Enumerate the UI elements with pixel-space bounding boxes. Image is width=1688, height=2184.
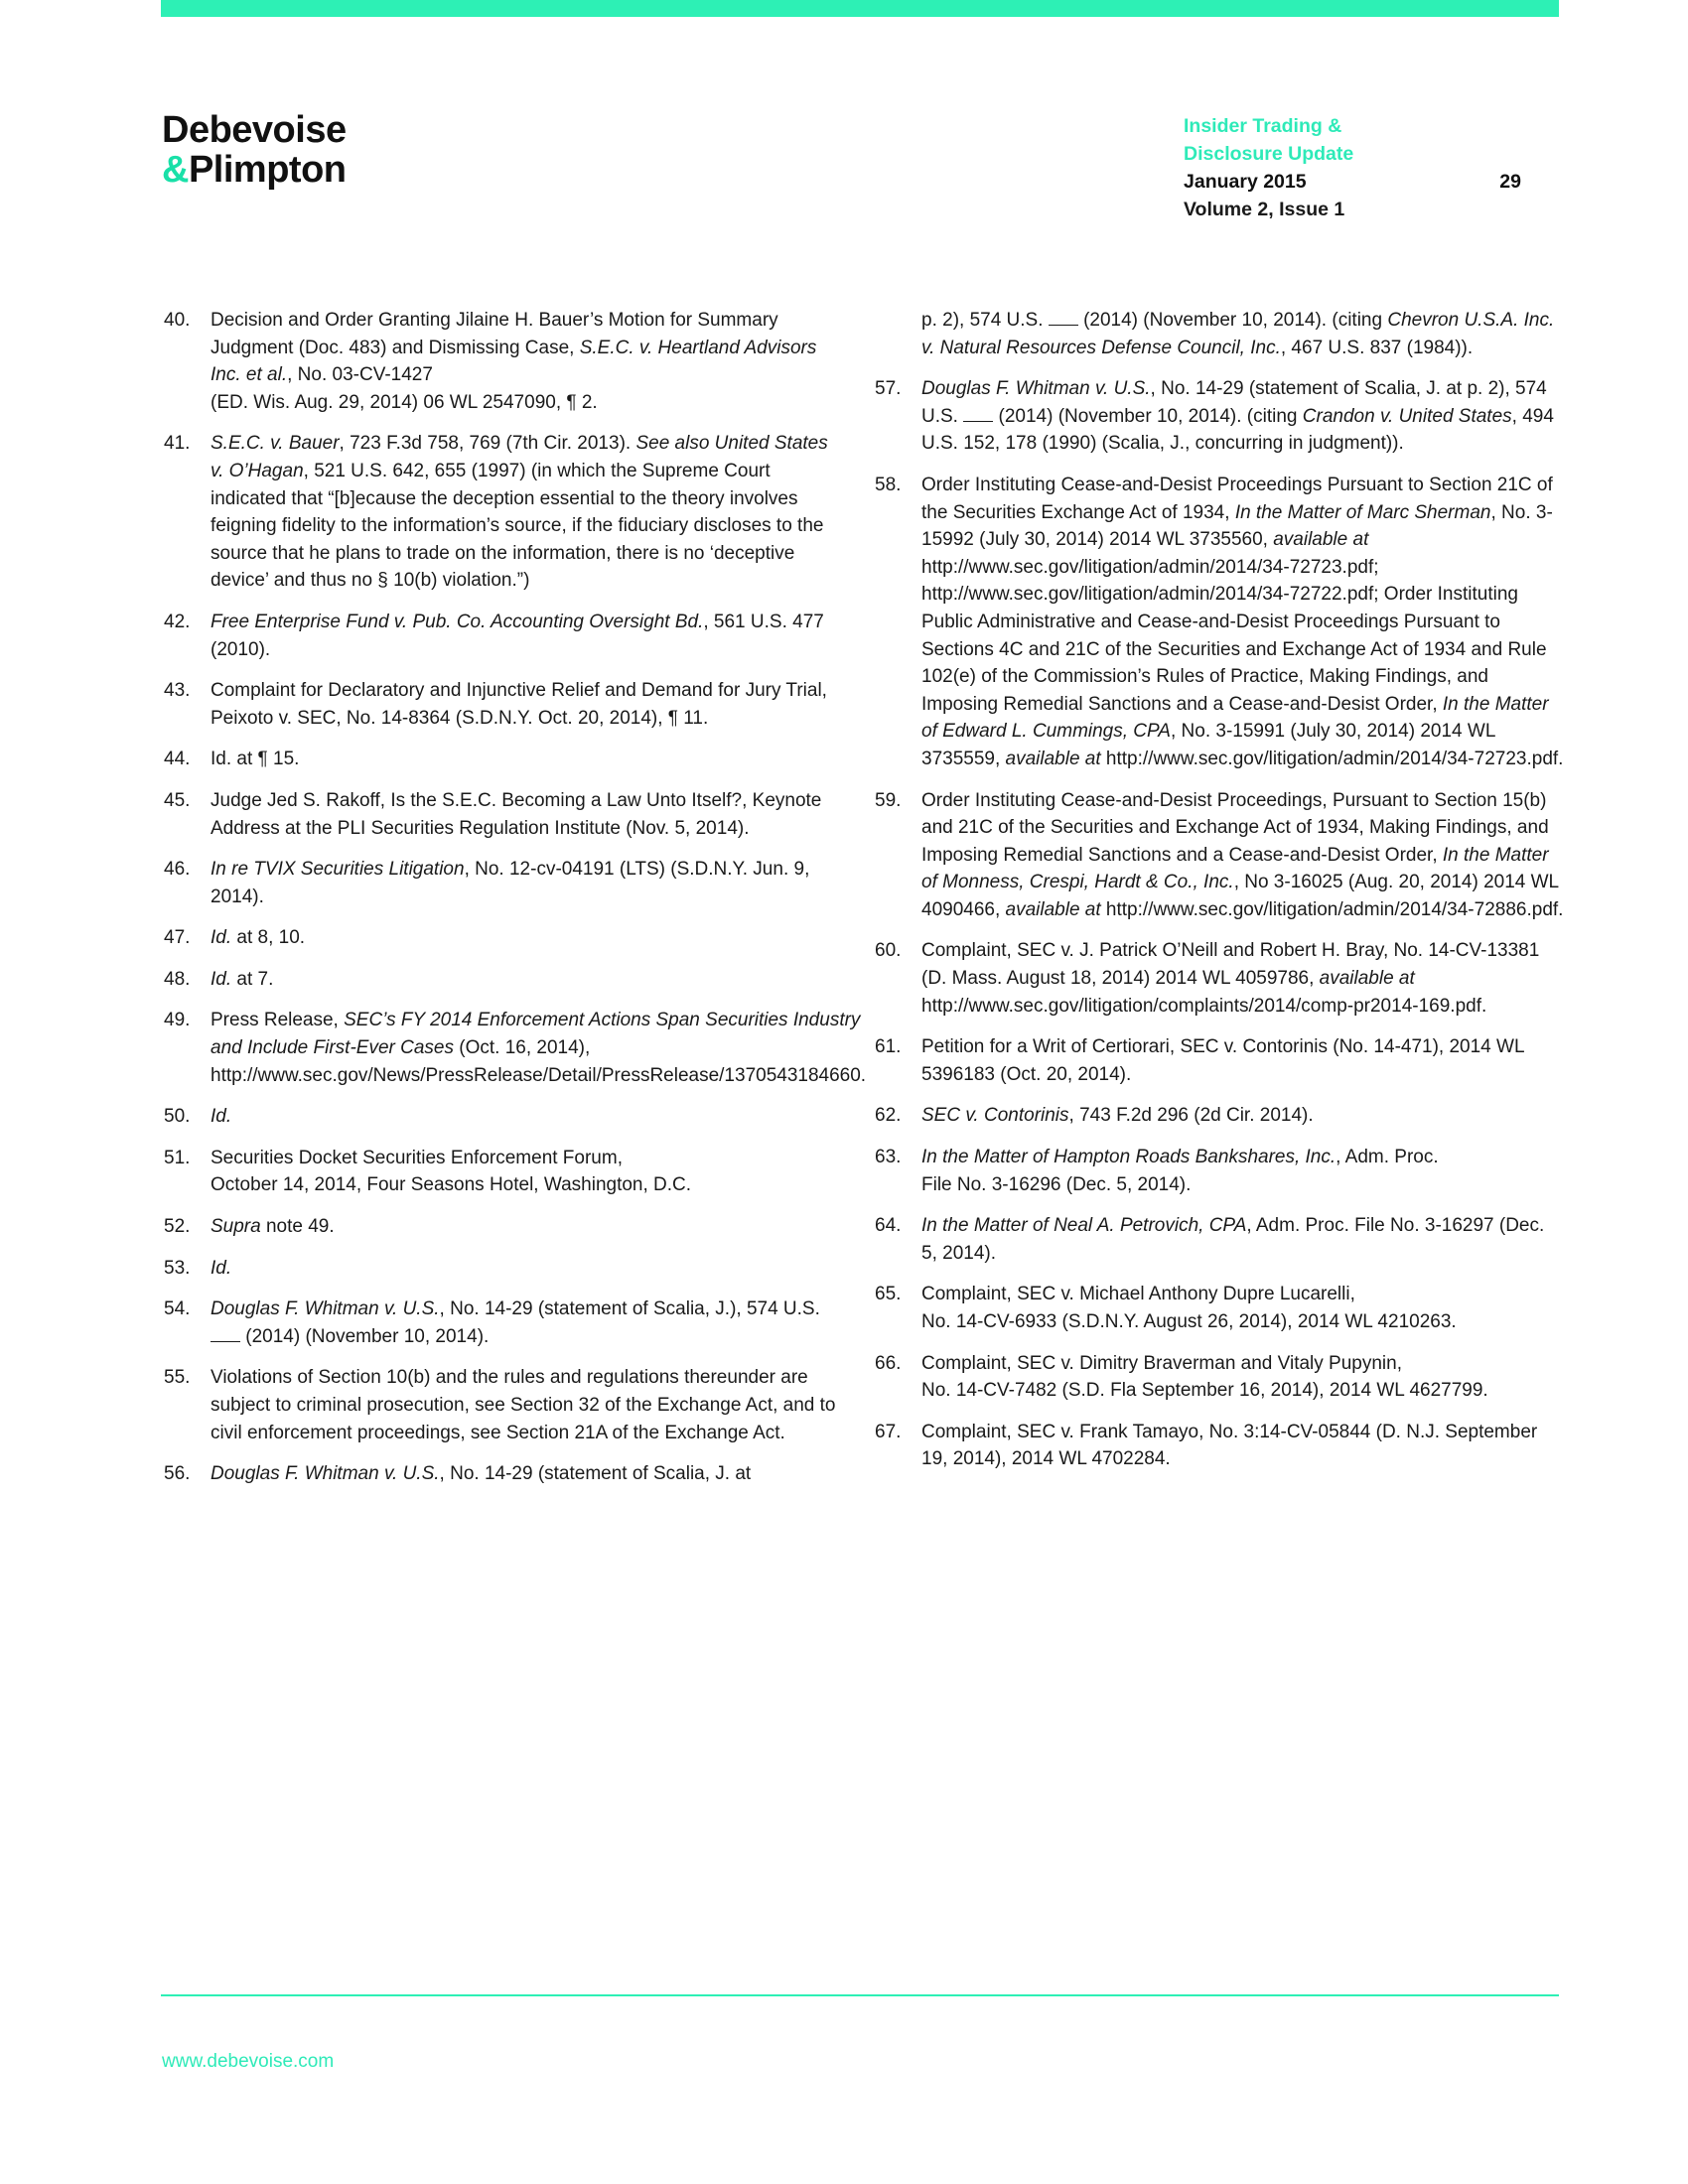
footnote-text: Supra note 49. xyxy=(211,1216,335,1238)
footnote-text: SEC v. Contorinis, 743 F.2d 296 (2d Cir. 2014). xyxy=(921,1105,1314,1127)
footnote-text: Press Release, SEC’s FY 2014 Enforcement Actions Span Securities Industry and Include First-Ever Cases (Oct. 16, 2014), http://www.sec.gov/News/PressRelease/Detail/PressRelease/1370543184660. xyxy=(211,1010,867,1086)
footnote-53 xyxy=(164,1255,844,1283)
top-accent-bar xyxy=(161,0,1559,17)
footnote-44 xyxy=(164,746,844,773)
footnote-number: 45. xyxy=(164,789,191,811)
footnote-number: 63. xyxy=(875,1147,902,1168)
footnote-45 xyxy=(164,787,844,842)
footnote-50 xyxy=(164,1103,844,1131)
date-row xyxy=(1184,168,1521,196)
footnote-text: Complaint, SEC v. J. Patrick O’Neill and Robert H. Bray, No. 14-CV-13381 (D. Mass. August 18, 2014) 2014 WL 4059786, available at http://www.sec.gov/litigation/complaints/2014/comp-pr2014-169.pdf. xyxy=(921,940,1540,1017)
footnote-49 xyxy=(164,1007,867,1089)
footnote-text: Judge Jed S. Rakoff, Is the S.E.C. Becoming a Law Unto Itself?, Keynote Address at the PLI Securities Regulation Institute (Nov. 5, 2014). xyxy=(211,789,822,839)
footnote-text: Securities Docket Securities Enforcement Forum, October 14, 2014, Four Seasons Hotel, Washington, D.C. xyxy=(211,1147,692,1196)
footnote-55 xyxy=(164,1364,844,1446)
footnote-text: In the Matter of Neal A. Petrovich, CPA, Adm. Proc. File No. 3-16297 (Dec. 5, 2014). xyxy=(921,1215,1545,1264)
footnote-text: Douglas F. Whitman v. U.S., No. 14-29 (statement of Scalia, J. at p. 2), 574 U.S. (2014) (November 10, 2014). (citing Crandon v. United States, 494 U.S. 152, 178 (1990) (Scalia, J., concurring in judgment)). xyxy=(921,378,1554,455)
footnotes-left-column xyxy=(164,307,867,1502)
blank-volume-line xyxy=(211,1327,240,1342)
footnote-number: 56. xyxy=(164,1463,191,1485)
footnote-63 xyxy=(875,1144,1565,1198)
footnote-number: 59. xyxy=(875,789,902,811)
footnote-text: Violations of Section 10(b) and the rules and regulations thereunder are subject to criminal prosecution, see Section 32 of the Exchange Act, and to civil enforcement proceedings, see Section 21A of the Exchange Act. xyxy=(211,1367,836,1443)
footnote-62 xyxy=(875,1102,1565,1130)
footnote-56-continued: p. 2), 574 U.S. (2014) (November 10, 2014). (citing Chevron U.S.A. Inc. v. Natural Resources Defense Council, Inc., 467 U.S. 837 (1984)). xyxy=(921,310,1555,358)
footnote-64 xyxy=(875,1212,1565,1267)
footnote-number: 64. xyxy=(875,1215,902,1237)
issue-date: January 2015 xyxy=(1184,171,1307,193)
footnote-text: Id. xyxy=(211,1106,232,1128)
publication-title-line-1: Insider Trading & xyxy=(1184,115,1342,137)
footnote-41 xyxy=(164,430,844,595)
volume-issue: Volume 2, Issue 1 xyxy=(1184,199,1345,220)
footnote-40 xyxy=(164,307,844,416)
footnote-number: 60. xyxy=(875,940,902,962)
logo-ampersand: & xyxy=(162,149,189,191)
footnote-number: 43. xyxy=(164,680,191,702)
footnote-46 xyxy=(164,856,844,910)
footnote-text: In the Matter of Hampton Roads Bankshares, Inc., Adm. Proc. File No. 3-16296 (Dec. 5, 2014). xyxy=(921,1147,1439,1195)
footnote-text: Complaint, SEC v. Michael Anthony Dupre Lucarelli, No. 14-CV-6933 (S.D.N.Y. August 26, 2014), 2014 WL 4210263. xyxy=(921,1284,1457,1332)
footnote-number: 46. xyxy=(164,859,191,881)
blank-volume-line xyxy=(963,407,993,422)
footnote-text: Complaint, SEC v. Frank Tamayo, No. 3:14-CV-05844 (D. N.J. September 19, 2014), 2014 WL 4702284. xyxy=(921,1421,1538,1470)
footnote-number: 55. xyxy=(164,1367,191,1389)
footnote-51 xyxy=(164,1145,844,1199)
logo-line-2 xyxy=(162,150,347,190)
footnote-text: Id. at ¶ 15. xyxy=(211,749,300,770)
footnote-59 xyxy=(875,787,1565,924)
footnote-number: 52. xyxy=(164,1216,191,1238)
publication-title-line-2: Disclosure Update xyxy=(1184,143,1354,165)
footnote-text: Douglas F. Whitman v. U.S., No. 14-29 (statement of Scalia, J. at xyxy=(211,1463,752,1485)
footnote-66 xyxy=(875,1350,1565,1405)
footnote-number: 42. xyxy=(164,611,191,632)
footnote-54 xyxy=(164,1296,844,1350)
footnote-text: Id. at 8, 10. xyxy=(211,927,306,949)
footnote-text: Douglas F. Whitman v. U.S., No. 14-29 (statement of Scalia, J.), 574 U.S. (2014) (November 10, 2014). xyxy=(211,1298,820,1347)
footnotes-right-column xyxy=(875,307,1565,1487)
footnote-number: 51. xyxy=(164,1147,191,1168)
footnote-text: Complaint, SEC v. Dimitry Braverman and Vitaly Pupynin, No. 14-CV-7482 (S.D. Fla September 16, 2014), 2014 WL 4627799. xyxy=(921,1352,1488,1402)
footnote-text: Order Instituting Cease-and-Desist Proceedings, Pursuant to Section 15(b) and 21C of the Securities and Exchange Act of 1934, Making Findings, and Imposing Remedial Sanctions and a Cease-and-Desist Order, In the Matter of Monness, Crespi, Hardt & Co., Inc., No 3-16025 (Aug. 20, 2014) 2014 WL 4090466, available at http://www.sec.gov/litigation/admin/2014/34-72886.pdf. xyxy=(921,789,1564,920)
blank-volume-line xyxy=(1049,311,1078,326)
footnote-number: 58. xyxy=(875,474,902,495)
footnote-number: 50. xyxy=(164,1106,191,1128)
footnote-57 xyxy=(875,375,1565,458)
footnote-text: Free Enterprise Fund v. Pub. Co. Accounting Oversight Bd., 561 U.S. 477 (2010). xyxy=(211,611,824,660)
footnote-number: 41. xyxy=(164,433,191,455)
debevoise-logo xyxy=(162,110,347,190)
footnote-text: Id. at 7. xyxy=(211,968,274,990)
footnote-number: 44. xyxy=(164,749,191,770)
footnote-text: Complaint for Declaratory and Injunctive Relief and Demand for Jury Trial, Peixoto v. SEC, No. 14-8364 (S.D.N.Y. Oct. 20, 2014), ¶ 11. xyxy=(211,680,827,729)
publication-header xyxy=(1184,112,1521,223)
footnote-52 xyxy=(164,1213,844,1241)
footnote-number: 66. xyxy=(875,1352,902,1374)
footnote-number: 47. xyxy=(164,927,191,949)
footnote-text: Petition for a Writ of Certiorari, SEC v. Contorinis (No. 14-471), 2014 WL 5396183 (Oct. 20, 2014). xyxy=(921,1036,1524,1085)
footnote-number: 67. xyxy=(875,1421,902,1442)
footnote-60 xyxy=(875,937,1565,1020)
footnote-58 xyxy=(875,472,1565,773)
footnote-number: 40. xyxy=(164,310,191,331)
page-number: 29 xyxy=(1499,171,1521,193)
footnote-61 xyxy=(875,1033,1565,1088)
logo-line-1: Debevoise xyxy=(162,109,347,151)
footnote-number: 57. xyxy=(875,378,902,400)
footnote-42 xyxy=(164,609,844,663)
footnote-text: In re TVIX Securities Litigation, No. 12-cv-04191 (LTS) (S.D.N.Y. Jun. 9, 2014). xyxy=(211,859,810,907)
footnote-65 xyxy=(875,1281,1565,1335)
logo-plimpton: Plimpton xyxy=(188,149,347,191)
footnote-number: 54. xyxy=(164,1298,191,1320)
footer-website-link[interactable]: www.debevoise.com xyxy=(162,2051,335,2072)
footnote-number: 53. xyxy=(164,1257,191,1279)
footer-divider xyxy=(161,1994,1559,1996)
footnote-number: 62. xyxy=(875,1105,902,1127)
footnote-number: 49. xyxy=(164,1010,191,1031)
footnote-text: Order Instituting Cease-and-Desist Proceedings Pursuant to Section 21C of the Securities Exchange Act of 1934, In the Matter of Marc Sherman, No. 3-15992 (July 30, 2014) 2014 WL 3735560, available at http://www.sec.gov/litigation/admin/2014/34-72723.pdf; http://www.sec.gov/litigation/admin/2014/34-72722.pdf; Order Instituting Public Administrative and Cease-and-Desist Proceedings Pursuant to Sections 4C and 21C of the Securities and Exchange Act of 1934 and Rule 102(e) of the Commission’s Rules of Practice, Making Findings, and Imposing Remedial Sanctions and a Cease-and-Desist Order, In the Matter of Edward L. Cummings, CPA, No. 3-15991 (July 30, 2014) 2014 WL 3735559, available at http://www.sec.gov/litigation/admin/2014/34-72723.pdf. xyxy=(921,474,1564,769)
footnote-number: 65. xyxy=(875,1284,902,1305)
footnote-text: S.E.C. v. Bauer, 723 F.3d 758, 769 (7th Cir. 2013). See also United States v. O’Hagan, 521 U.S. 642, 655 (1997) (in which the Supreme Court indicated that “[b]ecause the deception essential to the theory involves feigning fidelity to the information’s source, if the fiduciary discloses to the source that he plans to trade on the information, there is no ‘deceptive device’ and thus no § 10(b) violation.”) xyxy=(211,433,828,592)
footnote-67 xyxy=(875,1419,1565,1473)
footnote-56 xyxy=(164,1460,844,1488)
footnote-48 xyxy=(164,966,844,994)
footnote-number: 48. xyxy=(164,968,191,990)
footnote-number: 61. xyxy=(875,1036,902,1058)
footnote-47 xyxy=(164,924,844,952)
footnote-text: Decision and Order Granting Jilaine H. Bauer’s Motion for Summary Judgment (Doc. 483) and Dismissing Case, S.E.C. v. Heartland Advisors Inc. et al., No. 03-CV-1427 (ED. Wis. Aug. 29, 2014) 06 WL 2547090, ¶ 2. xyxy=(211,310,817,413)
footnote-text: Id. xyxy=(211,1257,232,1279)
footnote-43 xyxy=(164,677,844,732)
